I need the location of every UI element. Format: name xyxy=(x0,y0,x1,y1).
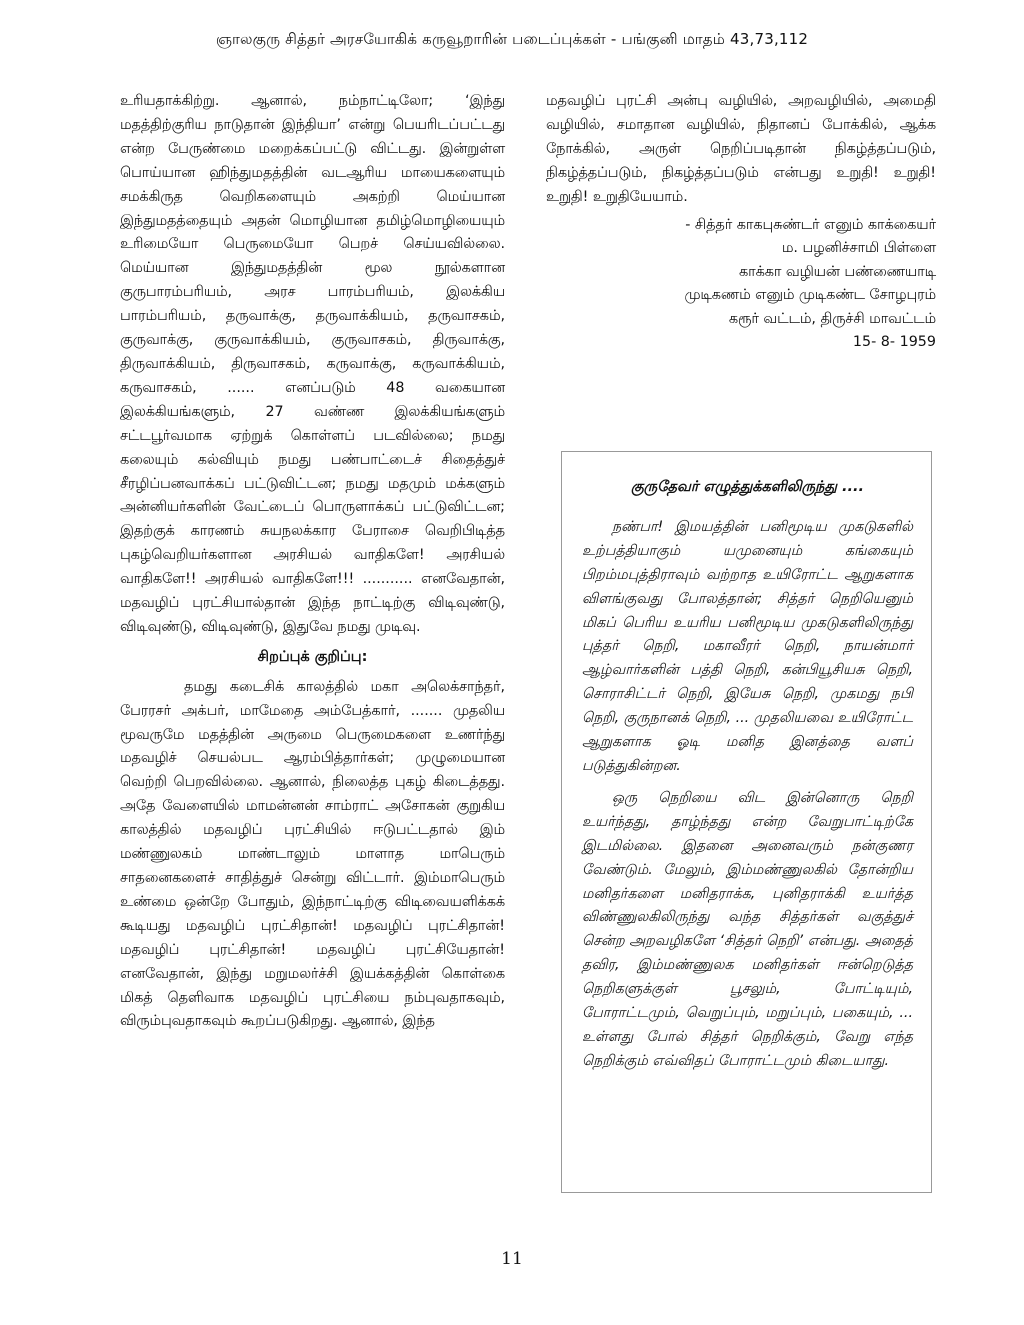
signature-date: 15- 8- 1959 xyxy=(852,334,936,351)
page-number: 11 xyxy=(501,1249,523,1269)
signature-line: முடிகணம் எனும் முடிகண்ட சோழபுரம் xyxy=(684,287,936,304)
left-paragraph-1: உரியதாக்கிற்று. ஆனால், நம்நாட்டிலோ; ‘இந்து மதத்திற்குரிய நாடுதான் இந்தியா’ என்று பெயரிடப்பட்டது என்ற பேருண்மை மறைக்கப்பட்டு விட்டது. இன்றுள்ள பொய்யான ஹிந்துமதத்தின் வடஆரிய மாயைகளையும் சமக்கிருத வெறிகளையும் அகற்றி மெய்யான இந்துமதத்தையும் அதன் மொழியான தமிழ்மொழியையும் உரிமையோ பெருமையோ பெறச் செய்யவில்லை. மெய்யான இந்துமதத்தின் மூல நூல்களான குருபாரம்பரியம், அரச பாரம்பரியம், இலக்கிய பாரம்பரியம், தருவாக்கு, தருவாக்கியம், தருவாசகம், குருவாக்கு, குருவாக்கியம், குருவாசகம், திருவாக்கு, திருவாக்கியம், திருவாசகம், கருவாக்கு, கருவாக்கியம், கருவாசகம், ...... எனப்படும் 48 வகையான இலக்கியங்களும், 27 வண்ண இலக்கியங்களும் சட்டபூர்வமாக ஏற்றுக் கொள்ளப் படவில்லை; நமது கலையும் கல்வியும் நமது பண்பாட்டைச் சிதைத்துச் சீரழிப்பனவாக்கப் பட்டுவிட்டன; நமது மதமும் மக்களும் அன்னியர்களின் வேட்டைப் பொருளாக்கப் பட்டுவிட்டன; இதற்குக் காரணம் சுயநலக்கார பேராசை வெறிபிடித்த புகழ்வெறியர்களான அரசியல் வாதிகளே! அரசியல் வாதிகளே!! அரசியல் வாதிகளே!!! ........... எனவேதான், மதவழிப் புரட்சியால்தான் இந்த நாட்டிற்கு விடிவுண்டு, விடிவுண்டு, விடிவுண்டு, இதுவே நமது முடிவு. xyxy=(120,93,505,635)
signature-line: கரூர் வட்டம், திருச்சி மாவட்டம் xyxy=(728,310,936,327)
signature-line: - சித்தர் காகபுசுண்டர் எனும் காக்கையர் xyxy=(685,216,936,233)
right-paragraph-1: மதவழிப் புரட்சி அன்பு வழியில், அறவழியில், அமைதி வழியில், சமாதான வழியில், நிதானப் போக்கில், ஆக்க நோக்கில், அருள் நெறிப்படிதான் நிகழ்த்தப்படும், நிகழ்த்தப்படும், நிகழ்த்தப்படும் என்பது உறுதி! உறுதி! உறுதி! உறுதியேயாம். xyxy=(546,93,936,205)
left-column xyxy=(120,90,505,1034)
left-paragraph-2: தமது கடைசிக் காலத்தில் மகா அலெக்சாந்தர், பேரரசர் அக்பர், மாமேதை அம்பேத்கார், ....... முதலிய மூவருமே மதத்தின் அருமை பெருமைகளை உணர்ந்து மதவழிச் செயல்பட ஆரம்பித்தார்கள்; முழுமையான வெற்றி பெறவில்லை. ஆனால், நிலைத்த புகழ் கிடைத்தது. அதே வேளையில் மாமன்னன் சாம்ராட் அசோகன் குறுகிய காலத்தில் மதவழிப் புரட்சியில் ஈடுபட்டதால் இம் மண்ணுலகம் மாண்டாலும் மாளாத மாபெரும் சாதனைகளைச் சாதித்துச் சென்று விட்டார். இம்மாபெரும் உண்மை ஒன்றே போதும், இந்நாட்டிற்கு விடிவையளிக்கக் கூடியது மதவழிப் புரட்சிதான்! மதவழிப் புரட்சிதான்! மதவழிப் புரட்சிதான்! மதவழிப் புரட்சியேதான்! எனவேதான், இந்து மறுமலர்ச்சி இயக்கத்தின் கொள்கை மிகத் தெளிவாக மதவழிப் புரட்சியை நம்புவதாகவும், விரும்புவதாகவும் கூறப்படுகிறது. ஆனால், இந்த xyxy=(120,678,505,1030)
page-header: ஞாலகுரு சித்தர் அரசயோகிக் கருவூறாரின் படைப்புக்கள் - பங்குனி மாதம் 43,73,112 xyxy=(215,30,809,48)
special-note-heading: சிறப்புக் குறிப்பு: xyxy=(257,648,368,665)
right-column xyxy=(546,90,936,355)
signature-line: ம. பழனிச்சாமி பிள்ளை xyxy=(781,240,936,257)
signature-block xyxy=(546,214,936,355)
quote-paragraph-2: ஒரு நெறியை விட இன்னொரு நெறி உயர்ந்தது, தாழ்ந்தது என்ற வேறுபாட்டிற்கே இடமில்லை. இதனை அனைவரும் நன்குணர வேண்டும். மேலும், இம்மண்ணுலகில் தோன்றிய மனிதர்களை மனிதராக்க, புனிதராக்கி உயர்த்த விண்ணுலகிலிருந்து வந்த சித்தர்கள் வகுத்துச் சென்ற அறவழிகளே ‘சித்தர் நெறி’ என்பது. அதைத் தவிர, இம்மண்ணுலக மனிதர்கள் ஈன்றெடுத்த நெறிகளுக்குள் பூசலும், போட்டியும், போராட்டமும், வெறுப்பும், மறுப்பும், பகையும், ... உள்ளது போல் சித்தர் நெறிக்கும், வேறு எந்த நெறிக்கும் எவ்விதப் போராட்டமும் கிடையாது. xyxy=(582,789,913,1069)
quote-box-title: குருதேவர் எழுத்துக்களிலிருந்து .... xyxy=(630,479,865,495)
signature-line: காக்கா வழியன் பண்ணையாடி xyxy=(738,263,936,280)
quote-box xyxy=(561,451,932,1193)
quote-paragraph-1: நண்பா! இமயத்தின் பனிமூடிய முகடுகளில் உற்பத்தியாகும் யமுனையும் கங்கையும் பிறம்மபுத்திராவும் வற்றாத உயிரோட்ட ஆறுகளாக விளங்குவது போலத்தான்; சித்தர் நெறியெனும் மிகப் பெரிய உயரிய பனிமூடிய முகடுகளிலிருந்து புத்தர் நெறி, மகாவீரர் நெறி, நாயன்மார் ஆழ்வார்களின் பத்தி நெறி, கன்பியூசியசு நெறி, சொராசிட்டர் நெறி, இயேசு நெறி, முகமது நபி நெறி, குருநானக் நெறி, ... முதலியவை உயிரோட்ட ஆறுகளாக ஓடி மனித இனத்தை வளப் படுத்துகின்றன. xyxy=(582,518,913,774)
